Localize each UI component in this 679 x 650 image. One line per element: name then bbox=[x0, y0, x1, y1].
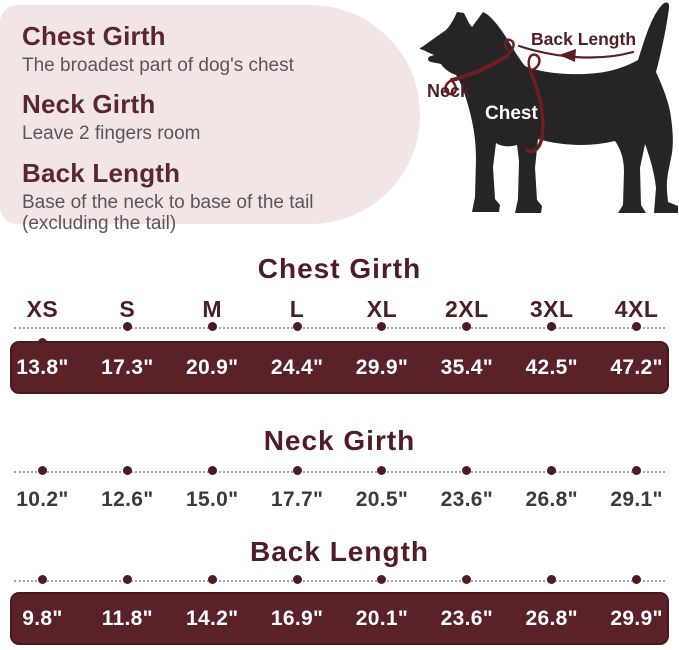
back-value-l: 16.9" bbox=[270, 606, 324, 630]
guide-desc-chest-girth: The broadest part of dog's chest bbox=[22, 55, 294, 76]
guide-desc-back-length-2: (excluding the tail) bbox=[22, 213, 177, 235]
chest-value-xl: 29.9" bbox=[355, 355, 409, 379]
neck-dot-2xl bbox=[462, 466, 471, 475]
measuring-guide-panel bbox=[0, 5, 420, 235]
neck-dot-m bbox=[208, 466, 217, 475]
neck-girth-values-row bbox=[0, 486, 679, 514]
chest-dot-3xl bbox=[547, 322, 556, 331]
neck-value-3xl: 26.8" bbox=[525, 488, 578, 511]
chest-dot-xl bbox=[377, 322, 386, 331]
back-value-3xl: 26.8" bbox=[525, 606, 578, 630]
back-length-dots-row bbox=[0, 575, 679, 584]
back-length-label: Back Length bbox=[531, 29, 637, 49]
guide-heading-back-length: Back Length bbox=[22, 157, 181, 188]
chest-dot-s bbox=[123, 322, 132, 331]
size-label-s: S bbox=[119, 296, 136, 322]
back-value-xl: 20.1" bbox=[355, 606, 409, 630]
chest-value-4xl: 47.2" bbox=[610, 355, 663, 379]
neck-dot-4xl bbox=[632, 466, 641, 475]
size-label-3xl: 3XL bbox=[529, 296, 574, 322]
chest-value-2xl: 35.4" bbox=[440, 355, 493, 379]
chest-girth-section-title: Chest Girth bbox=[257, 253, 422, 284]
neck-girth-section-title: Neck Girth bbox=[263, 425, 416, 456]
back-dot-xl bbox=[377, 575, 386, 584]
back-value-2xl: 23.6" bbox=[440, 606, 493, 630]
neck-value-s: 12.6" bbox=[101, 488, 154, 511]
back-length-values-row bbox=[0, 592, 679, 645]
chest-dot-2xl bbox=[462, 322, 471, 331]
size-labels-row bbox=[0, 296, 679, 323]
dog-measurement-diagram bbox=[419, 0, 679, 228]
dog-silhouette-icon bbox=[419, 0, 679, 228]
back-dot-l bbox=[293, 575, 302, 584]
chest-value-xs: 13.8" bbox=[16, 355, 69, 379]
chest-value-m: 20.9" bbox=[186, 355, 239, 379]
chest-value-3xl: 42.5" bbox=[525, 355, 578, 379]
neck-dot-l bbox=[293, 466, 302, 475]
size-label-4xl: 4XL bbox=[614, 296, 659, 322]
back-dot-xs bbox=[38, 575, 47, 584]
back-dot-m bbox=[208, 575, 217, 584]
guide-desc-neck-girth: Leave 2 fingers room bbox=[22, 123, 201, 145]
back-value-m: 14.2" bbox=[186, 606, 239, 630]
chest-girth-values-row bbox=[0, 341, 679, 394]
chest-value-l: 24.4" bbox=[270, 355, 324, 379]
back-value-s: 11.8" bbox=[101, 606, 153, 630]
neck-dot-xs bbox=[38, 466, 47, 475]
chest-dot-4xl bbox=[632, 322, 641, 331]
neck-value-2xl: 23.6" bbox=[440, 488, 493, 511]
neck-value-l: 17.7" bbox=[270, 488, 324, 511]
guide-heading-chest-girth: Chest Girth bbox=[22, 21, 166, 51]
back-dot-4xl bbox=[632, 575, 641, 584]
chest-label: Chest bbox=[485, 103, 538, 124]
neck-value-xl: 20.5" bbox=[355, 488, 409, 511]
back-value-xs: 9.8" bbox=[22, 606, 63, 630]
chest-dot-m bbox=[208, 322, 217, 331]
neck-value-4xl: 29.1" bbox=[610, 488, 663, 511]
guide-heading-neck-girth: Neck Girth bbox=[22, 89, 156, 120]
back-length-arrowhead-icon bbox=[559, 49, 576, 62]
neck-value-xs: 10.2" bbox=[16, 488, 69, 511]
back-dot-3xl bbox=[547, 575, 556, 584]
back-dot-2xl bbox=[462, 575, 471, 584]
chest-value-s: 17.3" bbox=[101, 355, 154, 379]
guide-desc-back-length: Base of the neck to base of the tail bbox=[22, 191, 314, 213]
neck-dot-xl bbox=[377, 466, 386, 475]
neck-dot-s bbox=[123, 466, 132, 475]
back-value-4xl: 29.9" bbox=[610, 606, 663, 630]
back-length-section-title: Back Length bbox=[249, 536, 430, 567]
chest-dot-l bbox=[293, 322, 302, 331]
size-label-l: L bbox=[289, 296, 305, 322]
neck-label: Neck bbox=[427, 81, 471, 101]
back-dot-s bbox=[123, 575, 132, 584]
neck-girth-dots-row bbox=[0, 466, 679, 475]
neck-dot-3xl bbox=[547, 466, 556, 475]
size-label-2xl: 2XL bbox=[444, 296, 489, 322]
size-label-m: M bbox=[202, 296, 223, 322]
neck-value-m: 15.0" bbox=[186, 488, 239, 511]
chest-girth-dots-row bbox=[0, 322, 679, 331]
size-label-xl: XL bbox=[366, 296, 398, 322]
size-label-xs: XS bbox=[26, 296, 59, 322]
